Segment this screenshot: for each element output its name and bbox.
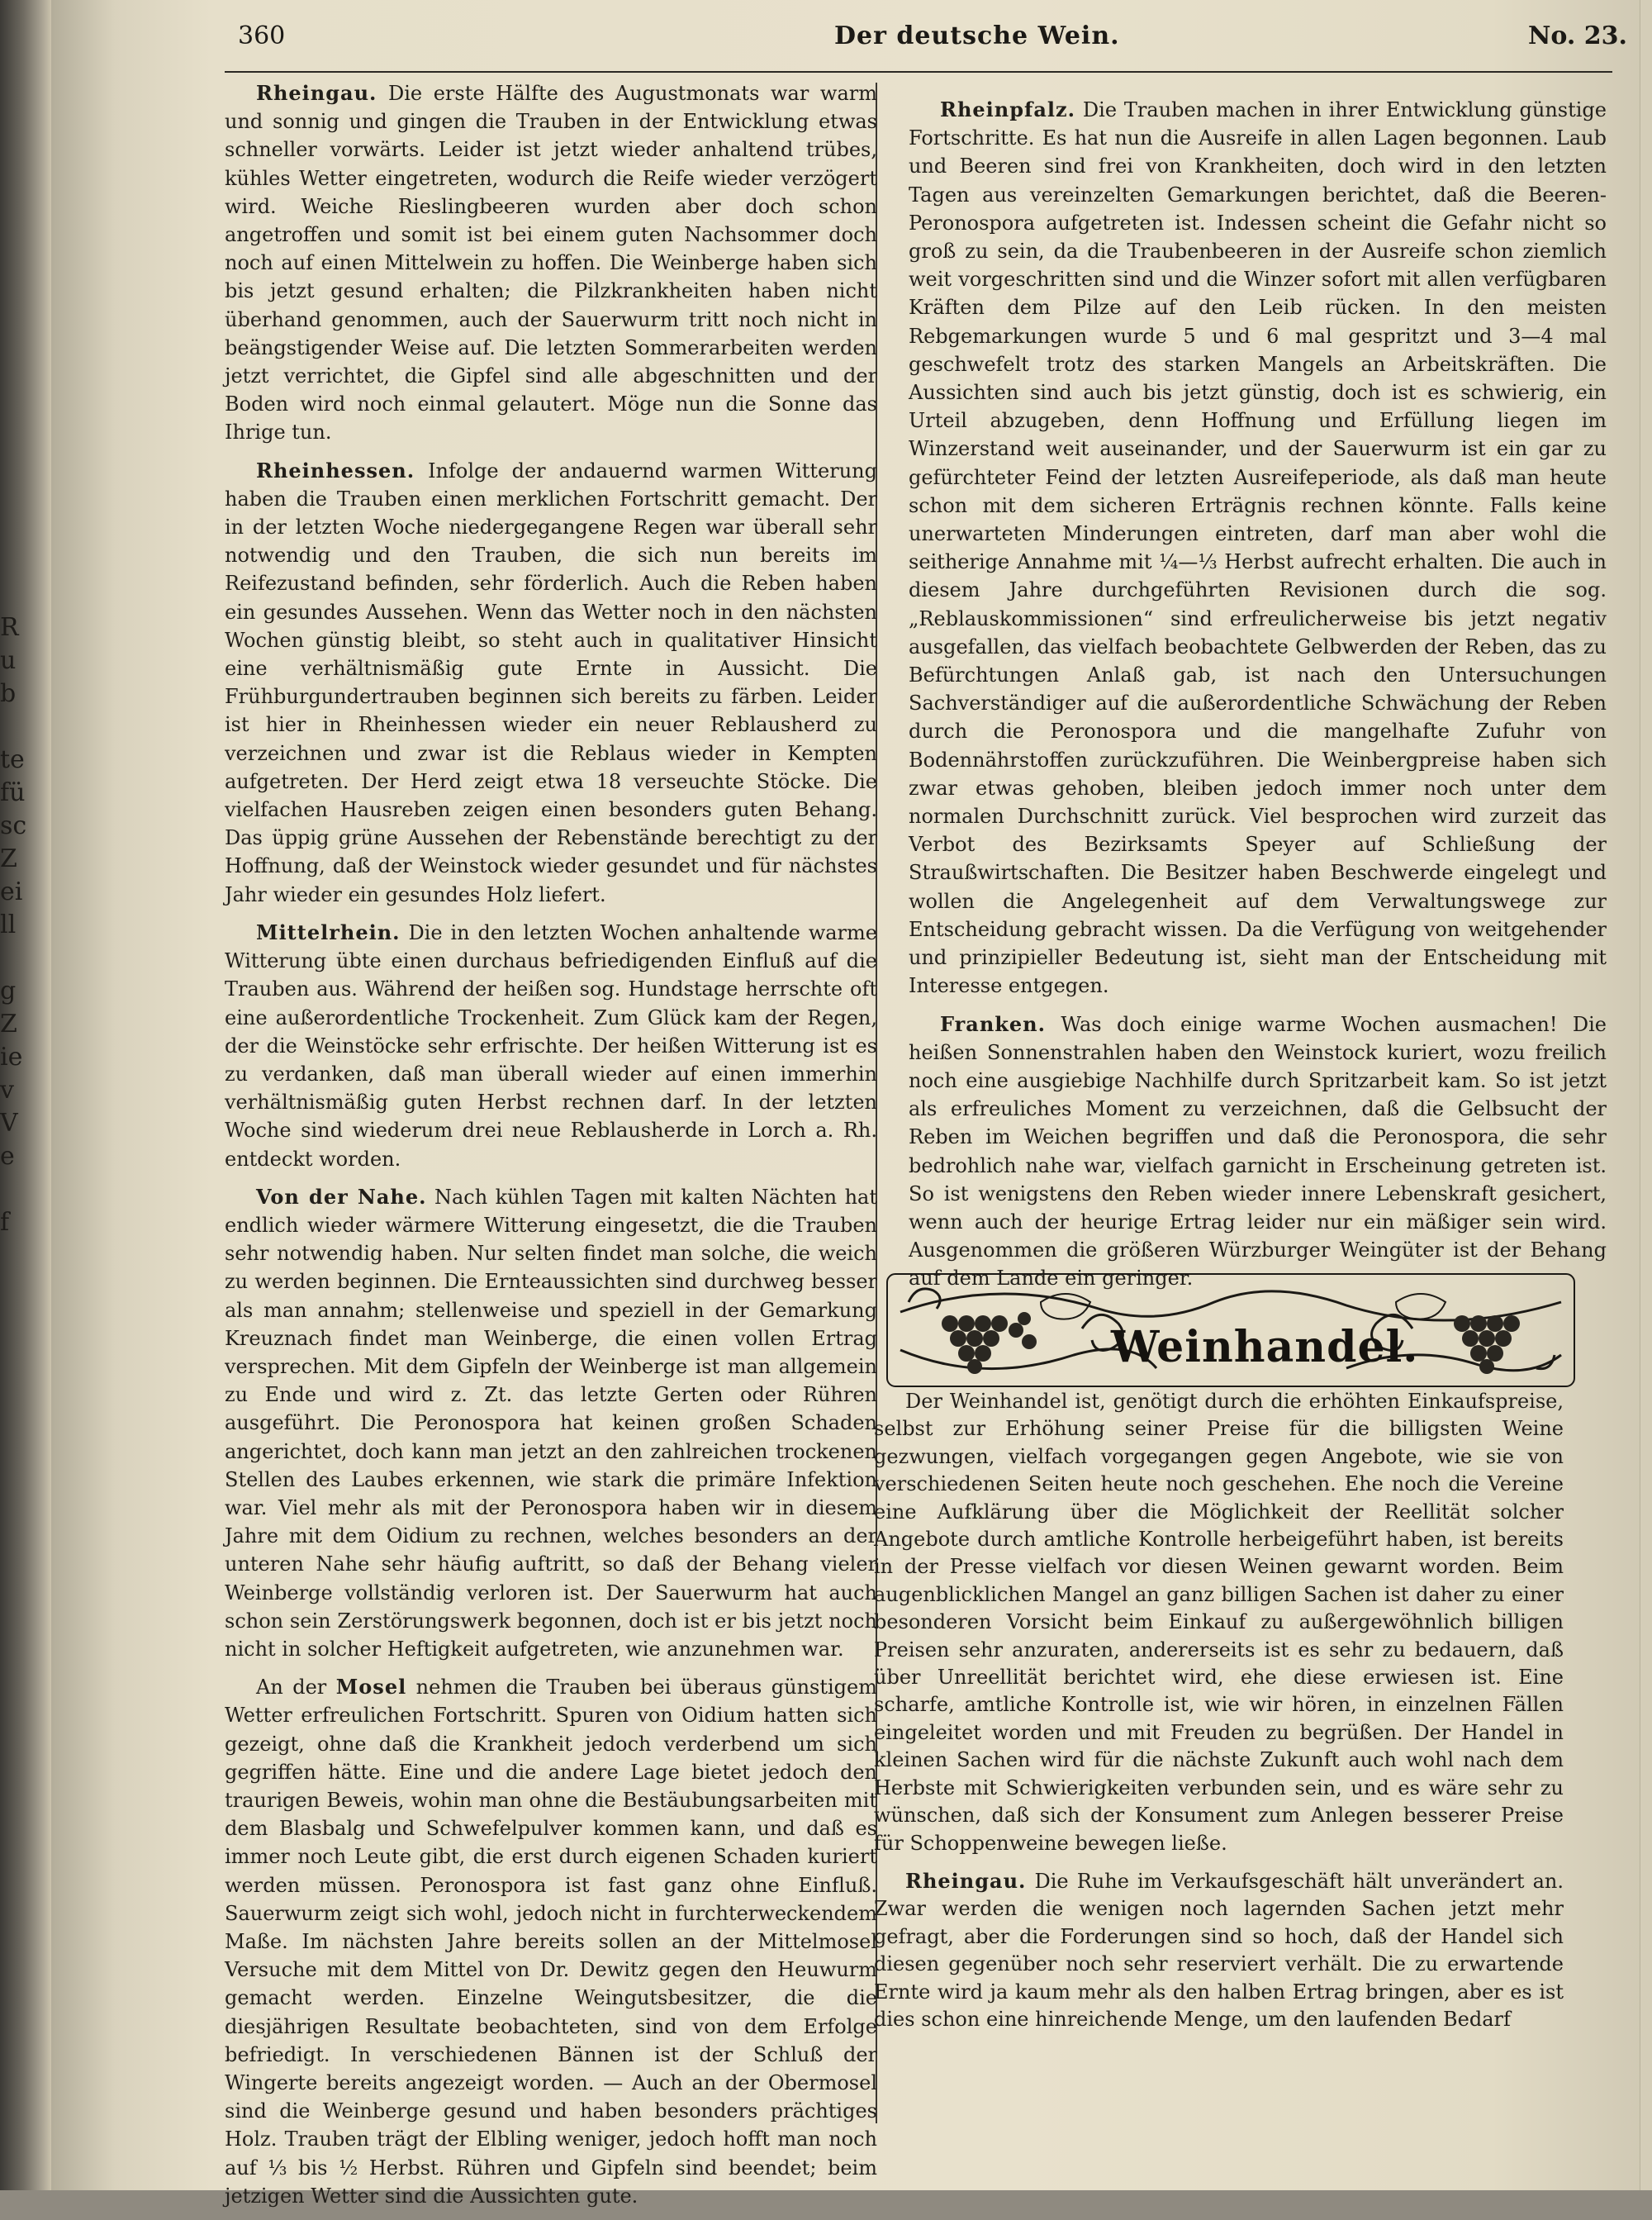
neighbor-fragment: Z: [0, 844, 17, 873]
neighbor-fragment: Z: [0, 1010, 17, 1039]
neighbor-fragment: b: [0, 679, 17, 708]
right-column-bottom: [874, 1388, 1564, 2043]
region-heading: Franken.: [940, 1011, 1046, 1036]
neighbor-fragment: v: [0, 1076, 14, 1105]
neighbor-fragment: [0, 942, 33, 975]
region-heading: Mosel: [335, 1675, 407, 1699]
neighbor-fragment: [0, 1173, 33, 1206]
right-column-top: [909, 96, 1607, 1303]
neighbor-fragment: R: [0, 613, 19, 642]
neighbor-fragment: g: [0, 977, 17, 1005]
report-mittelrhein: [225, 919, 877, 1173]
neighbor-fragment: V: [0, 1109, 18, 1138]
left-column: [225, 79, 877, 2220]
issue-number: No. 23.: [1528, 21, 1627, 50]
report-text: Die in den letzten Wochen anhaltende warme Witterung übte einen durchaus befriedigenden Einfluß auf die Trauben aus. Während der heißen sog. Hundstage herrschte oft eine außerordentliche Trockenheit. Zum Glück kam der Regen, der die Weinstöcke sehr erfrischte. Der heißen Witterung ist es zu verdanken, daß man überall wieder auf einen immerhin verhältnismäßig guten Herbst rechnen darf. In der letzten Woche sind wiederum drei neue Reblausherde in Lorch a. Rh. entdeckt worden.: [225, 920, 877, 1171]
neighbor-fragment: fü: [0, 778, 26, 807]
neighbor-fragment: sc: [0, 811, 27, 840]
neighbor-fragment: ll: [0, 910, 17, 939]
section-title: Weinhandel.: [1111, 1322, 1419, 1372]
neighbor-fragment: [0, 711, 33, 744]
region-heading: Rheinpfalz.: [940, 97, 1075, 121]
page-edge: [1640, 0, 1652, 2190]
neighbor-page-fragments: [0, 611, 33, 1438]
report-text: Infolge der andauernd warmen Witterung haben die Trauben einen merklichen Fortschritt gemacht. Der in der letzten Woche niedergegangene Regen war überall sehr notwendig und den Trauben, die sich nun bereits im Reifezustand befinden, sehr förderlich. Auch die Reben haben ein gesundes Aussehen. Wenn das Wetter noch in den nächsten Wochen günstig bleibt, so steht auch in qualitativer Hinsicht eine verhältnismäßig gute Ernte in Aussicht. Die Frühburgundertrauben beginnen sich bereits zu färben. Leider ist hier in Rheinhessen wieder ein neuer Reblausherd zu verzeichnen und zwar ist die Reblaus wieder in Kempten aufgetreten. Der Herd zeigt etwa 18 verseuchte Stöcke. Die vielfachen Hausreben zeigen einen besonders guten Behang. Das üppig grüne Aussehen der Rebenstände berechtigt zu der Hoffnung, daß der Weinstock wieder gesundet und für nächstes Jahr wieder ein gesundes Holz liefert.: [225, 459, 877, 906]
neighbor-fragment: ie: [0, 1043, 23, 1072]
report-text: Die Trauben machen in ihrer Entwicklung günstige Fortschritte. Es hat nun die Ausreife in allen Lagen begonnen. Laub und Beeren sind frei von Krankheiten, doch wird in den letzten Tagen aus vereinzelten Gemarkungen berichtet, daß die Beeren-Peronospora aufgetreten ist. Indessen scheint die Gefahr nicht so groß zu sein, da die Traubenbeeren in der Ausreife schon ziemlich weit vorgeschritten sind und die Winzer sofort mit allen verfügbaren Kräften dem Pilze auf den Leib rücken. In den meisten Rebgemarkungen wurde 5 und 6 mal gespritzt und 3—4 mal geschwefelt trotz des starken Mangels an Arbeitskräften. Die Aussichten sind auch bis jetzt günstig, doch ist es schwierig, ein Urteil abzugeben, denn Hoffnung und Erfüllung liegen im Winzerstand weit auseinander, und der Sauerwurm ist ein gar zu gefürchteter Feind der letzten Ausreifeperiode, als daß man heute schon mit dem sicheren Erträgnis rechnen könnte. Falls keine unerwarteten Minderungen eintreten, darf man aber wohl die seitherige Annahme mit ¼—⅓ Herbst aufrecht erhalten. Die auch in diesem Jahre durchgeführten Revisionen durch die sog. „Reblauskommissionen“ sind erfreulicherweise bis jetzt negativ ausgefallen, das vielfach beobachtete Gelbwerden der Reben, das zu Befürchtungen Anlaß gab, ist nach den Untersuchungen Sachverständiger auf die außerordentliche Schwächung der Reben durch die Peronospora und die mangelhafte Zufuhr von Bodennährstoffen zurückzuführen. Die Weinbergpreise haben sich zwar etwas gehoben, bleiben jedoch immer noch unter dem normalen Durchschnitt zurück. Viel besprochen wird zurzeit das Verbot des Bezirksamts Speyer auf Schließung der Straußwirtschaften. Die Besitzer haben Beschwerde eingelegt und wollen die Angelegenheit auf dem Verwaltungswege zur Entscheidung gebracht wissen. Da die Verfügung von weitgehender und prinzipieller Bedeutung ist, sieht man der Entscheidung mit Interesse entgegen.: [909, 98, 1607, 998]
weinhandel-text: Der Weinhandel ist, genötigt durch die erhöhten Einkaufspreise, selbst zur Erhöhung seiner Preise für die billigsten Weine gezwungen, vielfach vorgegangen gegen Angebote, wie sie von verschiedenen Seiten heute noch geschehen. Ehe noch die Vereine eine Aufklärung über die Möglichkeit der Reellität solcher Angebote durch amtliche Kontrolle herbeigeführt haben, ist bereits in der Presse vielfach vor diesen Weinen gewarnt worden. Beim augenblicklichen Mangel an ganz billigen Sachen ist daher zu einer besonderen Vorsicht beim Einkauf zu außergewöhnlich billigen Preisen sehr anzuraten, andererseits ist es sehr zu bedauern, daß über Unreellität berichtet wird, ehe diese erwiesen ist. Eine scharfe, amtliche Kontrolle ist, wie wir hören, in einzelnen Fällen eingeleitet worden und mit Freuden zu begrüßen. Der Handel in kleinen Sachen wird für die nächste Zukunft auch wohl nach dem Herbste mit Schwierigkeiten verbunden sein, und es wäre sehr zu wünschen, daß sich der Konsument zum Anlegen besserer Preise für Schoppenweine bewegen ließe.: [874, 1390, 1564, 1855]
neighbor-fragment: te: [0, 745, 25, 774]
report-nahe: [225, 1183, 877, 1663]
report-text: Was doch einige warme Wochen ausmachen! Die heißen Sonnenstrahlen haben den Weinstock kuriert, wozu freilich noch eine ausgiebige Nachhilfe durch Spritzarbeit kam. So ist jetzt als erfreuliches Moment zu verzeichnen, daß die Gelbsucht der Reben im Weichen begriffen und daß die Peronospora, die sehr bedrohlich nahe war, vielfach garnicht in Erscheinung getreten ist. So ist wenigstens den Reben wieder innere Lebenskraft gesichert, wenn auch der heurige Ertrag leider nur ein mäßiger sein wird. Ausgenommen die größeren Würzburger Weingüter ist der Behang auf dem Lande ein geringer.: [909, 1012, 1607, 1291]
report-lead: An der: [256, 1676, 327, 1699]
region-heading: Von der Nahe.: [256, 1184, 427, 1209]
report-rheinpfalz: [909, 96, 1607, 1001]
report-franken: [909, 1010, 1607, 1293]
report-text: Nach kühlen Tagen mit kalten Nächten hat endlich wieder wärmere Witterung eingesetzt, die die Trauben sehr notwendig haben. Nur selten findet man solche, die weich zu werden beginnen. Die Ernteaussichten sind durchweg besser als man annahm; stellenweise und speziell in der Gemarkung Kreuznach findet man Weinberge, die einen vollen Ertrag versprechen. Mit dem Gipfeln der Weinberge ist man allgemein zu Ende und wird z. Zt. das letzte Gerten oder Rühren ausgeführt. Die Peronospora hat keinen großen Schaden angerichtet, doch kann man jetzt an den zahlreichen trockenen Stellen des Laubes erkennen, wie stark die primäre Infektion war. Viel mehr als mit der Peronospora haben wir in diesem Jahre mit dem Oidium zu rechnen, welches besonders an der unteren Nahe sehr häufig auftritt, so daß der Behang vieler Weinberge vollständig verloren ist. Der Sauerwurm hat auch schon sein Zerstörungswerk begonnen, doch ist er bis jetzt noch nicht in solcher Heftigkeit aufgetreten, wie anzunehmen war.: [225, 1185, 877, 1661]
report-text: Die Ruhe im Verkaufsgeschäft hält unverändert an. Zwar werden die wenigen noch lagernden Sachen jetzt mehr gefragt, aber die Forderungen sind so hoch, daß der Handel sich diesen gegenüber noch sehr reserviert verhält. Die zu erwartende Ernte wird ja kaum mehr als den halben Ertrag bringen, aber es ist dies schon eine hinreichende Menge, um den laufenden Bedarf: [874, 1869, 1564, 2031]
region-heading: Rheingau.: [256, 81, 377, 105]
page-number: 360: [238, 21, 286, 50]
report-rheingau-handel: [874, 1867, 1564, 2033]
neighbor-fragment: ei: [0, 877, 23, 906]
neighbor-fragment: e: [0, 1142, 15, 1171]
report-rheinhessen: [225, 457, 877, 909]
neighbor-fragment: f: [0, 1208, 10, 1237]
running-title: Der deutsche Wein.: [834, 21, 1120, 50]
report-text: nehmen die Trauben bei überaus günstigem Wetter erfreulichen Fortschritt. Spuren von Oidium hatten sich gezeigt, ohne daß die Krankheit jedoch verderbend um sich gegriffen hätte. Eine und die andere Lage bietet jedoch den traurigen Beweis, wohin man ohne die Bestäubungsarbeiten mit dem Blasbalg und Schwefelpulver kommen kann, und daß es immer noch Leute gibt, die erst durch eigenen Schaden kuriert werden müssen. Peronospora ist fast ganz ohne Einfluß. Sauerwurm zeigt sich wohl, jedoch nicht in furchterweckendem Maße. Im nächsten Jahre bereits sollen an der Mittelmosel Versuche mit dem Mittel von Dr. Dewitz gegen den Heuwurm gemacht werden. Einzelne Weingutsbesitzer, die die diesjährigen Resultate beobachteten, sind von dem Erfolge befriedigt. In verschiedenen Bännen ist der Schluß der Wingerte bereits angezeigt worden. — Auch an der Obermosel sind die Weinberge gesund und haben besonders prächtiges Holz. Trauben trägt der Elbling weniger, jedoch hofft man noch auf ⅓ bis ½ Herbst. Rühren und Gipfeln sind beendet; beim jetzigen Wetter sind die Aussichten gute.: [225, 1676, 877, 2208]
region-heading: Mittelrhein.: [256, 920, 401, 944]
region-heading: Rheinhessen.: [256, 458, 415, 483]
neighbor-fragment: u: [0, 646, 17, 675]
report-rheingau: [225, 79, 877, 447]
report-text: Die erste Hälfte des Augustmonats war warm und sonnig und gingen die Trauben in der Entwicklung etwas schneller vorwärts. Leider ist jetzt wieder anhaltend trübes, kühles Wetter eingetreten, wodurch die Reife wieder verzögert wird. Weiche Rieslingbeeren wurden aber doch schon angetroffen und somit ist bei einem guten Nachsommer doch noch auf einen Mittelwein zu hoffen. Die Weinberge haben sich bis jetzt gesund erhalten; die Pilzkrankheiten haben nicht überhand genommen, auch der Sauerwurm tritt noch nicht in beängstigender Weise auf. Die letzten Sommerarbeiten werden jetzt verrichtet, die Gipfel sind alle abgeschnitten und der Boden wird noch einmal gelautert. Möge nun die Sonne das Ihrige tun.: [225, 82, 877, 444]
header-rule: [225, 71, 1612, 73]
report-mosel: [225, 1673, 877, 2210]
region-heading: Rheingau.: [905, 1868, 1027, 1893]
